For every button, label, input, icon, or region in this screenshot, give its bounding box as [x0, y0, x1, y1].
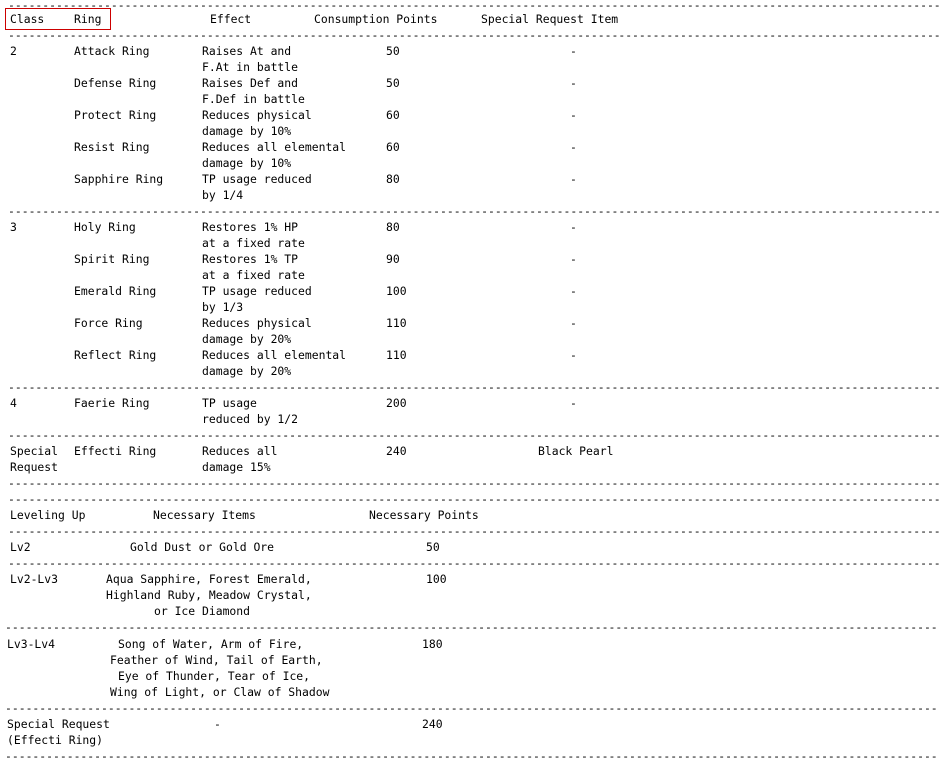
- header-special-request-item: Special Request Item: [481, 12, 619, 26]
- points-value: 110: [386, 316, 407, 330]
- header-necessary-items: Necessary Items: [153, 508, 256, 522]
- class-value: 2: [10, 44, 17, 58]
- points-value: 240: [386, 444, 407, 458]
- items-line: -: [214, 717, 221, 731]
- points-value: 100: [386, 284, 407, 298]
- points-value: 110: [386, 348, 407, 362]
- effect-line: damage by 20%: [202, 332, 292, 346]
- ring-name: Force Ring: [74, 316, 143, 330]
- divider-line: ----------------------------------------------------------------------------------------------------------------------------------------: [8, 556, 941, 570]
- special-item-value: -: [570, 220, 577, 234]
- level-value: Lv3-Lv4: [7, 637, 56, 651]
- items-line: Aqua Sapphire, Forest Emerald,: [106, 572, 312, 586]
- points-value: 50: [426, 540, 440, 554]
- points-value: 200: [386, 396, 407, 410]
- special-item-value: -: [570, 316, 577, 330]
- level-value: Lv2: [10, 540, 31, 554]
- ring-name: Protect Ring: [74, 108, 157, 122]
- effect-line: Raises At and: [202, 44, 292, 58]
- special-item-value: Black Pearl: [538, 444, 614, 458]
- items-line: Feather of Wind, Tail of Earth,: [110, 653, 323, 667]
- ring-name: Spirit Ring: [74, 252, 150, 266]
- effect-line: damage by 10%: [202, 156, 292, 170]
- items-line: Eye of Thunder, Tear of Ice,: [118, 669, 311, 683]
- effect-line: damage by 20%: [202, 364, 292, 378]
- effect-line: at a fixed rate: [202, 236, 305, 250]
- divider-line: ----------------------------------------------------------------------------------------------------------------------------------------: [5, 749, 938, 763]
- effect-line: Reduces all elemental: [202, 348, 347, 362]
- divider-line: ----------------------------------------------------------------------------------------------------------------------------------------: [8, 428, 941, 442]
- effect-line: TP usage reduced: [202, 172, 312, 186]
- effect-line: Restores 1% TP: [202, 252, 299, 266]
- points-value: 80: [386, 172, 400, 186]
- ring-name: Effecti Ring: [74, 444, 157, 458]
- special-item-value: -: [570, 108, 577, 122]
- header-ring: Ring: [74, 12, 102, 26]
- points-value: 60: [386, 108, 400, 122]
- items-line: Song of Water, Arm of Fire,: [118, 637, 304, 651]
- header-effect: Effect: [210, 12, 252, 26]
- divider-line: ----------------------------------------------------------------------------------------------------------------------------------------: [8, 28, 941, 42]
- effect-line: damage by 10%: [202, 124, 292, 138]
- items-line: Highland Ruby, Meadow Crystal,: [106, 588, 312, 602]
- effect-line: Restores 1% HP: [202, 220, 299, 234]
- effect-line: TP usage: [202, 396, 257, 410]
- level-value: Special Request: [7, 717, 110, 731]
- items-line: Wing of Light, or Claw of Shadow: [110, 685, 330, 699]
- effect-line: at a fixed rate: [202, 268, 305, 282]
- level-value: (Effecti Ring): [7, 733, 104, 747]
- divider-line: ----------------------------------------------------------------------------------------------------------------------------------------: [8, 524, 941, 538]
- points-value: 240: [422, 717, 443, 731]
- class-value: 3: [10, 220, 17, 234]
- ring-name: Attack Ring: [74, 44, 150, 58]
- divider-line: ----------------------------------------------------------------------------------------------------------------------------------------: [8, 0, 941, 12]
- header-class: Class: [10, 12, 45, 26]
- ring-name: Sapphire Ring: [74, 172, 164, 186]
- ring-name: Emerald Ring: [74, 284, 157, 298]
- header-necessary-points: Necessary Points: [369, 508, 479, 522]
- effect-line: by 1/3: [202, 300, 244, 314]
- effect-line: Reduces all elemental: [202, 140, 347, 154]
- items-line: or Ice Diamond: [154, 604, 251, 618]
- effect-line: TP usage reduced: [202, 284, 312, 298]
- divider-line: ----------------------------------------------------------------------------------------------------------------------------------------: [8, 492, 941, 506]
- special-item-value: -: [570, 348, 577, 362]
- class-value: Special: [10, 444, 59, 458]
- ring-name: Defense Ring: [74, 76, 157, 90]
- items-line: Gold Dust or Gold Ore: [130, 540, 275, 554]
- points-value: 80: [386, 220, 400, 234]
- effect-line: damage 15%: [202, 460, 271, 474]
- special-item-value: -: [570, 284, 577, 298]
- points-value: 90: [386, 252, 400, 266]
- ring-name: Resist Ring: [74, 140, 150, 154]
- ring-name: Holy Ring: [74, 220, 136, 234]
- special-item-value: -: [570, 44, 577, 58]
- class-value: Request: [10, 460, 59, 474]
- effect-line: Raises Def and: [202, 76, 299, 90]
- class-value: 4: [10, 396, 17, 410]
- effect-line: by 1/4: [202, 188, 244, 202]
- header-consumption-points: Consumption Points: [314, 12, 438, 26]
- divider-line: ----------------------------------------------------------------------------------------------------------------------------------------: [8, 380, 941, 394]
- ring-name: Faerie Ring: [74, 396, 150, 410]
- special-item-value: -: [570, 140, 577, 154]
- ring-name: Reflect Ring: [74, 348, 157, 362]
- points-value: 180: [422, 637, 443, 651]
- divider-line: ----------------------------------------------------------------------------------------------------------------------------------------: [8, 476, 941, 490]
- effect-line: F.Def in battle: [202, 92, 305, 106]
- special-item-value: -: [570, 76, 577, 90]
- header-leveling-up: Leveling Up: [10, 508, 86, 522]
- divider-line: ----------------------------------------------------------------------------------------------------------------------------------------: [8, 204, 941, 218]
- special-item-value: -: [570, 252, 577, 266]
- points-value: 60: [386, 140, 400, 154]
- points-value: 50: [386, 44, 400, 58]
- effect-line: Reduces all: [202, 444, 278, 458]
- special-item-value: -: [570, 396, 577, 410]
- effect-line: reduced by 1/2: [202, 412, 299, 426]
- effect-line: Reduces physical: [202, 108, 312, 122]
- points-value: 50: [386, 76, 400, 90]
- effect-line: F.At in battle: [202, 60, 299, 74]
- divider-line: ----------------------------------------------------------------------------------------------------------------------------------------: [5, 701, 938, 715]
- divider-line: ----------------------------------------------------------------------------------------------------------------------------------------: [5, 620, 938, 634]
- level-value: Lv2-Lv3: [10, 572, 59, 586]
- points-value: 100: [426, 572, 447, 586]
- special-item-value: -: [570, 172, 577, 186]
- effect-line: Reduces physical: [202, 316, 312, 330]
